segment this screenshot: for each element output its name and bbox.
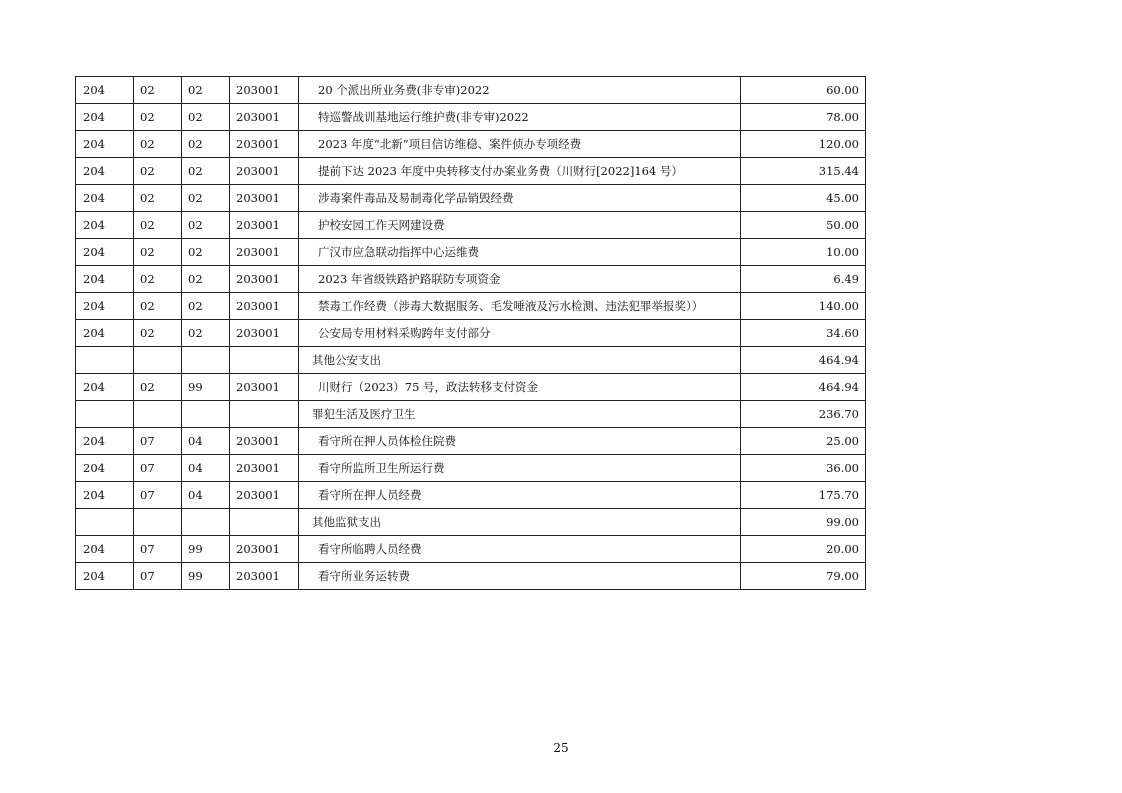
item-code-cell: 04 xyxy=(182,482,230,509)
section-code-cell: 02 xyxy=(134,320,182,347)
amount-cell: 175.70 xyxy=(741,482,866,509)
section-code-cell xyxy=(134,401,182,428)
unit-code-cell: 203001 xyxy=(230,239,299,266)
table-row xyxy=(76,131,866,158)
item-code-cell: 02 xyxy=(182,320,230,347)
class-code-cell: 204 xyxy=(76,455,134,482)
table-row xyxy=(76,77,866,104)
section-code-cell: 02 xyxy=(134,293,182,320)
table-row xyxy=(76,185,866,212)
project-name-text: 涉毒案件毒品及易制毒化学品销毁经费 xyxy=(318,191,514,205)
project-name-text: 其他公安支出 xyxy=(312,353,381,367)
project-name-cell xyxy=(299,293,741,320)
amount-cell: 79.00 xyxy=(741,563,866,590)
project-name-text: 看守所业务运转费 xyxy=(318,569,410,583)
unit-code-cell: 203001 xyxy=(230,185,299,212)
item-code-cell: 99 xyxy=(182,536,230,563)
unit-code-cell xyxy=(230,347,299,374)
amount-cell: 34.60 xyxy=(741,320,866,347)
class-code-cell: 204 xyxy=(76,239,134,266)
unit-code-cell xyxy=(230,509,299,536)
project-name-cell xyxy=(299,509,741,536)
class-code-cell: 204 xyxy=(76,185,134,212)
class-code-cell: 204 xyxy=(76,77,134,104)
section-code-cell: 07 xyxy=(134,563,182,590)
table-row xyxy=(76,266,866,293)
subtotal-row xyxy=(76,401,866,428)
table-row xyxy=(76,536,866,563)
project-name-cell xyxy=(299,104,741,131)
unit-code-cell: 203001 xyxy=(230,293,299,320)
section-code-cell: 07 xyxy=(134,482,182,509)
project-name-text: 禁毒工作经费（涉毒大数据服务、毛发唾液及污水检测、违法犯罪举报奖）） xyxy=(318,299,704,313)
unit-code-cell: 203001 xyxy=(230,212,299,239)
section-code-cell: 02 xyxy=(134,266,182,293)
project-name-text: 罪犯生活及医疗卫生 xyxy=(312,407,416,421)
section-code-cell: 02 xyxy=(134,239,182,266)
unit-code-cell: 203001 xyxy=(230,104,299,131)
table-row xyxy=(76,455,866,482)
project-name-cell xyxy=(299,266,741,293)
amount-cell: 464.94 xyxy=(741,374,866,401)
section-code-cell xyxy=(134,347,182,374)
item-code-cell: 02 xyxy=(182,239,230,266)
table-row xyxy=(76,482,866,509)
project-name-text: 看守所临聘人员经费 xyxy=(318,542,422,556)
section-code-cell: 02 xyxy=(134,77,182,104)
section-code-cell: 07 xyxy=(134,455,182,482)
unit-code-cell: 203001 xyxy=(230,563,299,590)
unit-code-cell: 203001 xyxy=(230,374,299,401)
project-name-text: 20 个派出所业务费(非专审)2022 xyxy=(318,83,490,97)
item-code-cell: 99 xyxy=(182,563,230,590)
amount-cell: 140.00 xyxy=(741,293,866,320)
subtotal-row xyxy=(76,347,866,374)
amount-cell: 120.00 xyxy=(741,131,866,158)
class-code-cell: 204 xyxy=(76,374,134,401)
section-code-cell: 02 xyxy=(134,212,182,239)
project-name-text: 看守所在押人员经费 xyxy=(318,488,422,502)
class-code-cell: 204 xyxy=(76,266,134,293)
amount-cell: 464.94 xyxy=(741,347,866,374)
project-name-text: 2023 年度“北新”项目信访维稳、案件侦办专项经费 xyxy=(318,137,582,151)
project-name-cell xyxy=(299,320,741,347)
item-code-cell xyxy=(182,401,230,428)
project-name-text: 特巡警战训基地运行维护费(非专审)2022 xyxy=(318,110,529,124)
unit-code-cell xyxy=(230,401,299,428)
item-code-cell: 02 xyxy=(182,158,230,185)
project-name-text: 广汉市应急联动指挥中心运维费 xyxy=(318,245,479,259)
class-code-cell xyxy=(76,401,134,428)
item-code-cell: 04 xyxy=(182,455,230,482)
project-name-cell xyxy=(299,536,741,563)
amount-cell: 78.00 xyxy=(741,104,866,131)
unit-code-cell: 203001 xyxy=(230,482,299,509)
project-name-cell xyxy=(299,401,741,428)
project-name-text: 看守所在押人员体检住院费 xyxy=(318,434,456,448)
item-code-cell: 02 xyxy=(182,131,230,158)
class-code-cell: 204 xyxy=(76,104,134,131)
amount-cell: 45.00 xyxy=(741,185,866,212)
project-name-cell xyxy=(299,77,741,104)
class-code-cell: 204 xyxy=(76,158,134,185)
project-name-text: 其他监狱支出 xyxy=(312,515,381,529)
unit-code-cell: 203001 xyxy=(230,536,299,563)
project-name-cell xyxy=(299,212,741,239)
amount-cell: 60.00 xyxy=(741,77,866,104)
unit-code-cell: 203001 xyxy=(230,455,299,482)
class-code-cell: 204 xyxy=(76,293,134,320)
project-name-cell xyxy=(299,428,741,455)
unit-code-cell: 203001 xyxy=(230,158,299,185)
class-code-cell: 204 xyxy=(76,320,134,347)
section-code-cell: 02 xyxy=(134,158,182,185)
class-code-cell: 204 xyxy=(76,563,134,590)
amount-cell: 50.00 xyxy=(741,212,866,239)
table-row xyxy=(76,212,866,239)
item-code-cell xyxy=(182,347,230,374)
table-row xyxy=(76,320,866,347)
unit-code-cell: 203001 xyxy=(230,131,299,158)
unit-code-cell: 203001 xyxy=(230,320,299,347)
table-row xyxy=(76,374,866,401)
amount-cell: 36.00 xyxy=(741,455,866,482)
amount-cell: 20.00 xyxy=(741,536,866,563)
class-code-cell: 204 xyxy=(76,536,134,563)
project-name-cell xyxy=(299,455,741,482)
item-code-cell xyxy=(182,509,230,536)
project-name-cell xyxy=(299,482,741,509)
class-code-cell: 204 xyxy=(76,428,134,455)
project-name-text: 川财行（2023）75 号，政法转移支付资金 xyxy=(318,380,539,394)
project-name-text: 看守所监所卫生所运行费 xyxy=(318,461,445,475)
project-name-cell xyxy=(299,185,741,212)
project-name-text: 公安局专用材料采购跨年支付部分 xyxy=(318,326,491,340)
page-number: 25 xyxy=(553,741,569,755)
item-code-cell: 02 xyxy=(182,266,230,293)
class-code-cell xyxy=(76,347,134,374)
project-name-cell xyxy=(299,347,741,374)
amount-cell: 6.49 xyxy=(741,266,866,293)
item-code-cell: 99 xyxy=(182,374,230,401)
item-code-cell: 02 xyxy=(182,104,230,131)
section-code-cell xyxy=(134,509,182,536)
project-name-text: 提前下达 2023 年度中央转移支付办案业务费（川财行[2022]164 号） xyxy=(318,164,683,178)
section-code-cell: 02 xyxy=(134,131,182,158)
amount-cell: 25.00 xyxy=(741,428,866,455)
table-row xyxy=(76,293,866,320)
class-code-cell: 204 xyxy=(76,212,134,239)
item-code-cell: 04 xyxy=(182,428,230,455)
item-code-cell: 02 xyxy=(182,185,230,212)
project-name-cell xyxy=(299,158,741,185)
item-code-cell: 02 xyxy=(182,77,230,104)
unit-code-cell: 203001 xyxy=(230,77,299,104)
amount-cell: 99.00 xyxy=(741,509,866,536)
amount-cell: 10.00 xyxy=(741,239,866,266)
table-row xyxy=(76,428,866,455)
table-row xyxy=(76,239,866,266)
subtotal-row xyxy=(76,509,866,536)
budget-table-body xyxy=(76,77,866,590)
project-name-cell xyxy=(299,374,741,401)
amount-cell: 315.44 xyxy=(741,158,866,185)
project-name-text: 2023 年省级铁路护路联防专项资金 xyxy=(318,272,501,286)
table-row xyxy=(76,158,866,185)
section-code-cell: 07 xyxy=(134,428,182,455)
section-code-cell: 02 xyxy=(134,185,182,212)
class-code-cell: 204 xyxy=(76,131,134,158)
project-name-cell xyxy=(299,563,741,590)
item-code-cell: 02 xyxy=(182,212,230,239)
project-name-text: 护校安园工作天网建设费 xyxy=(318,218,445,232)
unit-code-cell: 203001 xyxy=(230,428,299,455)
class-code-cell xyxy=(76,509,134,536)
budget-table xyxy=(75,76,866,590)
section-code-cell: 02 xyxy=(134,374,182,401)
class-code-cell: 204 xyxy=(76,482,134,509)
item-code-cell: 02 xyxy=(182,293,230,320)
section-code-cell: 02 xyxy=(134,104,182,131)
section-code-cell: 07 xyxy=(134,536,182,563)
table-row xyxy=(76,563,866,590)
unit-code-cell: 203001 xyxy=(230,266,299,293)
amount-cell: 236.70 xyxy=(741,401,866,428)
project-name-cell xyxy=(299,239,741,266)
project-name-cell xyxy=(299,131,741,158)
table-row xyxy=(76,104,866,131)
